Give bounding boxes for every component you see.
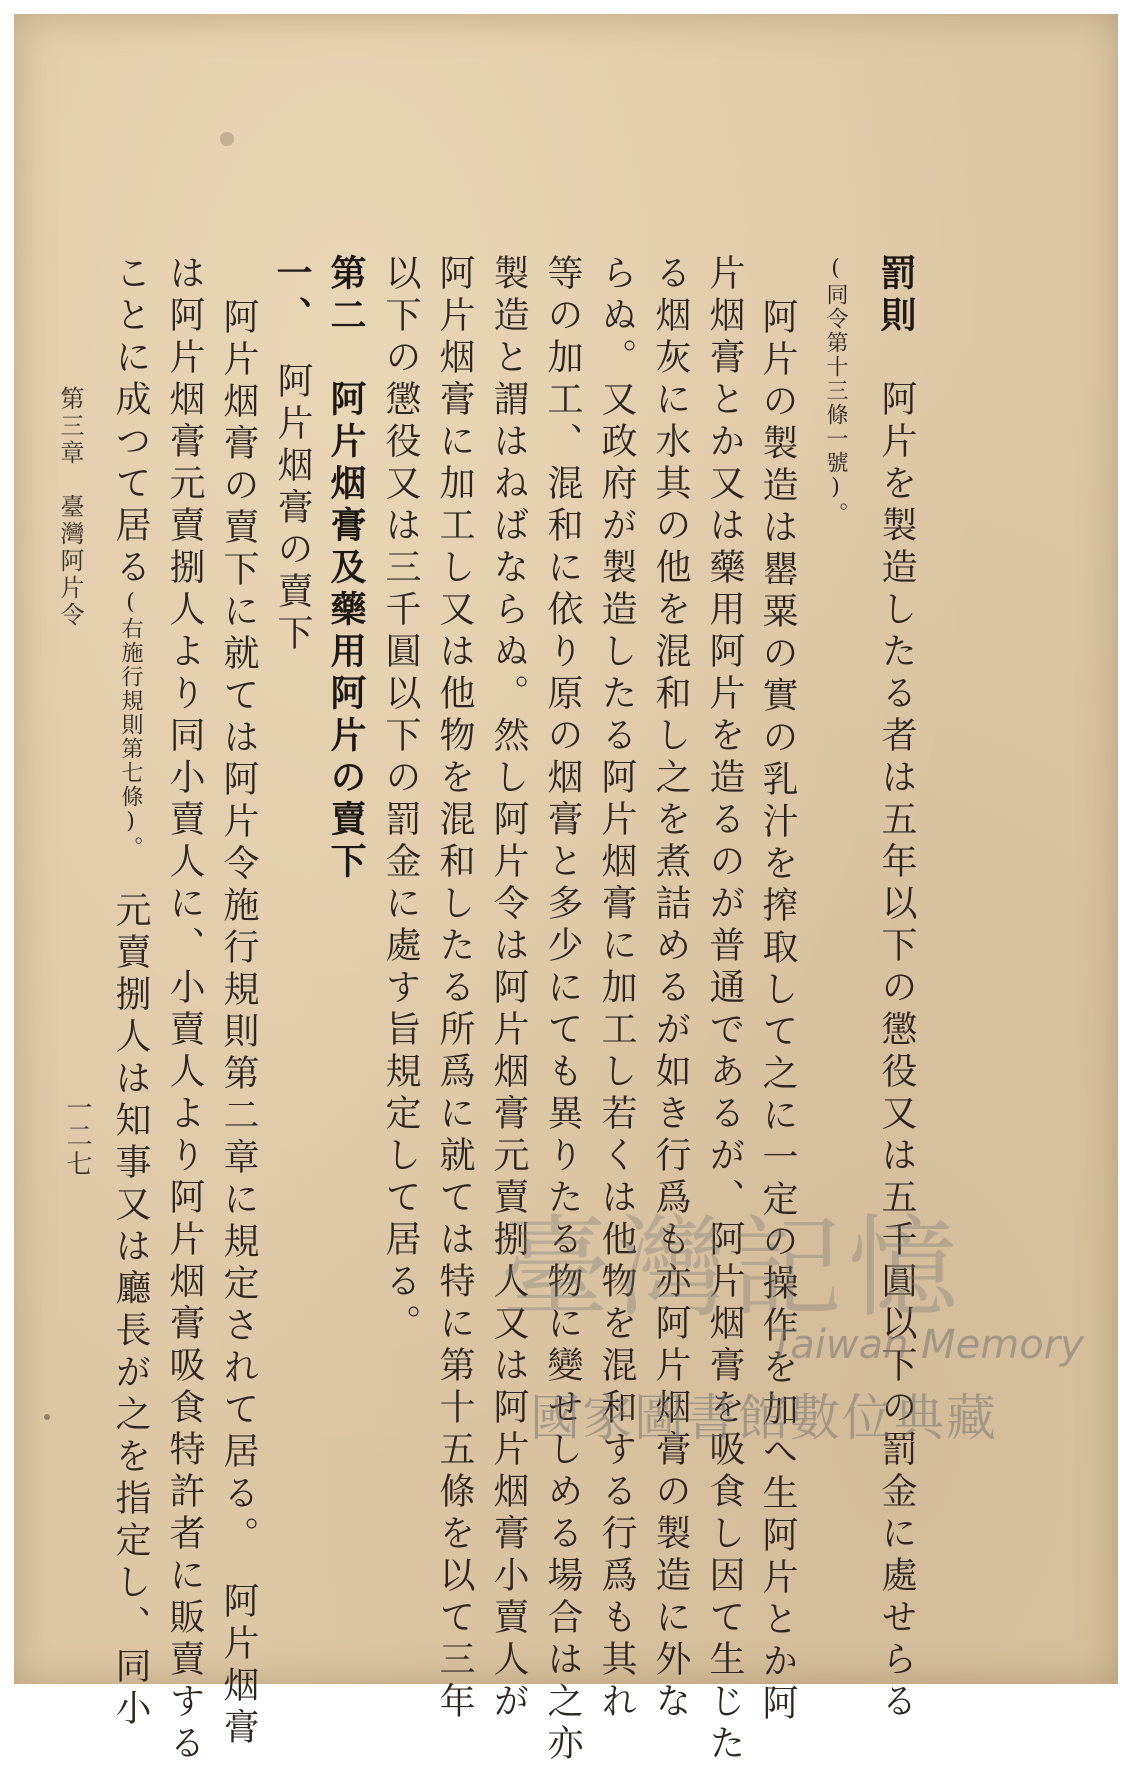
column-text: ことに成つて居る <box>110 254 151 590</box>
text-column-6 <box>596 254 637 1724</box>
subsection-title: 阿片烟膏の賣下 <box>272 320 313 656</box>
column-text: 阿片烟膏に加工し又は他物を混和したる所爲に就ては特に第十五條を以て三年 <box>434 254 475 1724</box>
paper-speck <box>44 1414 50 1420</box>
column-text: 阿片の製造は罌粟の實の乳汁を搾取して之に一定の操作を加へ生阿片とか阿 <box>757 298 798 1726</box>
text-column-3 <box>757 298 798 1726</box>
paper-speck <box>62 390 68 396</box>
text-column-13 <box>218 298 259 1750</box>
text-column-1 <box>875 254 917 1724</box>
text-column-7 <box>542 254 583 1766</box>
column-text: らぬ。又政府が製造したる阿片烟膏に加工し若くは他物を混和する行爲も其れ <box>596 254 637 1724</box>
page-number-text: 一二七 <box>62 1094 92 1178</box>
text-column-9 <box>434 254 475 1724</box>
column-text: 阿片烟膏の賣下に就ては阿片令施行規則第二章に規定されて居る。 阿片烟膏 <box>218 298 259 1750</box>
page-number <box>64 1094 90 1178</box>
subsection-number: 一、 <box>271 254 313 320</box>
running-head <box>58 386 82 629</box>
paper-stain <box>220 132 234 146</box>
column-text: は阿片烟膏元賣捌人より同小賣人に、小賣人より阿片烟膏吸食特許者に販賣する <box>164 254 205 1766</box>
column-text: る烟灰に水其の他を混和し之を煮詰めるが如き行爲も亦阿片烟膏の製造に外な <box>650 254 691 1724</box>
text-column-5 <box>650 254 691 1724</box>
column-text: 等の加工、混和に依り原の烟膏と多少にても異りたる物に變せしめる場合は之亦 <box>542 254 583 1766</box>
running-head-text: 第三章 臺灣阿片令 <box>56 386 84 629</box>
column-text: 片烟膏とか又は藥用阿片を造るのが普通であるが、阿片烟膏を吸食し因て生じた <box>704 254 745 1766</box>
column-text: 以下の懲役又は三千圓以下の罰金に處す旨規定して居る。 <box>380 254 421 1346</box>
text-column-4 <box>704 254 745 1766</box>
section-number: 第二 <box>325 254 367 338</box>
watermark-subtitle: Taiwan Memory <box>770 1322 1084 1368</box>
section-title: 阿片烟膏及藥用阿片の賣下 <box>325 338 367 884</box>
column-text: 阿片を製造したる者は五年以下の懲役又は五千圓以下の罰金に處せらる <box>876 338 917 1724</box>
citation-note: (右施行規則第七條)。 <box>118 590 143 849</box>
heading-penalty: 罰則 <box>875 254 917 338</box>
text-column-15 <box>110 254 151 1731</box>
text-column-14 <box>164 254 205 1766</box>
subsection-heading <box>271 254 313 656</box>
watermark-title: 臺灣記憶 <box>500 1204 964 1332</box>
citation-note: (同令第十三條一號)。 <box>823 256 848 526</box>
text-column-2 <box>824 256 846 526</box>
section-heading <box>325 254 367 884</box>
column-text: 元賣捌人は知事又は廳長が之を指定し、同小 <box>110 849 151 1731</box>
watermark-library: 國家圖書館數位典藏 <box>530 1389 998 1447</box>
text-column-8 <box>488 254 529 1724</box>
column-text: 製造と謂はねばならぬ。然し阿片令は阿片烟膏元賣捌人又は阿片烟膏小賣人が <box>488 254 529 1724</box>
text-column-10 <box>380 254 421 1346</box>
